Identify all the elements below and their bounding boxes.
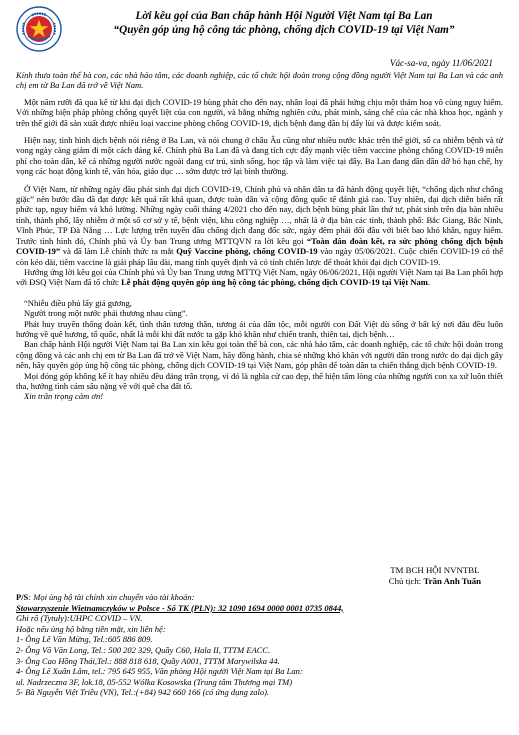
ps-label: P/S: [16, 592, 29, 602]
paragraph-1: Một năm rưỡi đã qua kể từ khi đại dịch COVID-19 bùng phát cho đến nay, nhân loại đã phải hứng chịu một thảm hoạ vô cùng nguy hiểm. Với những biện pháp phòng chống quyết liệt của con người, và bằng những nghiên cứu, phát minh, sáng chế của các nhà khoa học, ngành y trên thế giới đã sản xuất được nhiều loại vaccine phòng chống COVID-19, dịch bệnh đang dần bị đẩy lùi và được kiểm soát.: [16, 96, 503, 128]
greeting: Kính thưa toàn thể bà con, các nhà hảo tâm, các doanh nghiệp, các tổ chức hội đoàn trong cộng đồng người Việt Nam tại Ba Lan và các anh chị em từ Ba Lan đã trở về Việt Nam.: [16, 70, 503, 91]
ps-intro: : Mọi ủng hộ tài chính xin chuyển vào tài khoản:: [28, 592, 195, 602]
paragraph-5: Phát huy truyền thống đoàn kết, tình thân tương thân, tương ái của dân tộc, mỗi người con Đất Việt dù sống ở bất kỳ nơi đâu đều luôn hướng về quê hương, tổ quốc, nhất là mỗi khi đất nước ta gặp khó khăn như chiến tranh, thiên tai, dịch bệnh…: [16, 318, 503, 339]
contact-address: ul. Nadrzeczna 3F, lok.18, 05-552 Wólka Kosowska (Trung tâm Thương mại TM): [16, 676, 293, 687]
association-seal-icon: [16, 6, 62, 52]
ps-intro-line: [16, 592, 506, 603]
contact-2: 2- Ông Võ Văn Long, Tel.: 500 202 329, Quầy C60, Hala II, TTTM EACC.: [16, 644, 271, 655]
quote-line-1: “Nhiễu điều phủ lấy giá gương,: [24, 297, 132, 308]
contact-1: 1- Ông Lê Văn Mừng, Tel.:605 886 809.: [16, 634, 153, 645]
paragraph-3-slogan: “Toàn dân đoàn kết, ra sức phòng chống dịch bệnh COVID-19”: [16, 235, 503, 257]
paragraph-4: [16, 267, 503, 288]
paragraph-3-text-2: và đã làm Lễ chính thức ra mắt: [60, 246, 177, 257]
paragraph-3-text: Ở Việt Nam, từ những ngày đầu phát sinh đại dịch COVID-19, Chính phủ và nhân dân ta đã hành động quyết liệt, “chống dịch như chống giặc” nên bước đầu đã đạt được kết quả rất khả quan, được toàn dân và cộng đồng quốc tế đánh giá cao. Tuy nhiên, đại dịch diễn biến rất phức tạp, nguy hiểm và khó lường. Những ngày cuối tháng 4/2021 cho đến nay, dịch bệnh bùng phát lần thứ tư, phát sinh trên địa bàn nhiều tỉnh, thành phố, lây nhiễm ở một số cơ sở y tế, bệnh viện, khu công nghiệp …, nhất là ở địa bàn các tỉnh, thành phố: Bắc Giang, Bắc Ninh, Vĩnh Phúc, TP Đà Nẵng … Lực lượng trên tuyến đầu chống dịch đang đốc sức, ngày đêm phải đối đầu với biết bao khó khăn, nguy hiểm. Trước tình hình đó, Chính phủ và Ủy ban Trung ương MTTQVN ra lời kêu gọi: [16, 183, 503, 246]
dateline: Vác-sa-va, ngày 11/06/2021: [389, 58, 493, 68]
paragraph-4-text: Hưởng ứng lời kêu gọi của Chính phủ và Ủy ban Trung ương MTTQ Việt Nam, ngày 06/06/2021, Hội người Việt Nam tại Ba Lan phối hợp với ĐSQ Việt Nam đã tổ chức: [16, 266, 503, 288]
thanks-line: Xin trân trọng cảm ơn!: [24, 391, 104, 402]
paragraph-6: Ban chấp hành Hội người Việt Nam tại Ba Lan xin kêu gọi toàn thể bà con, các nhà hảo tâm, các doanh nghiệp, các tổ chức hội đoàn trong cộng đồng và các anh chị em từ Ba Lan đã trở về Việt Nam, hãy đồng hành, chia sẻ những khó khăn với người dân trong nước do đại dịch gây nên, hãy quyên góp ủng hộ công tác phòng, chống dịch COVID-19 tại Việt Nam, góp phần để toàn dân ta chiến thắng dịch bệnh COVID-19.: [16, 339, 503, 371]
paragraph-3-fund: Quỹ Vaccine phòng, chống COVID-19: [176, 246, 318, 257]
letter-subtitle: “Quyên góp ủng hộ công tác phòng, chống dịch COVID-19 tại Việt Nam”: [113, 24, 455, 36]
contact-4: 4- Ông Lê Xuân Lâm, tel.: 795 645 955, Văn phòng Hội người Việt Nam tại Ba Lan:: [16, 666, 303, 677]
paragraph-3-text-3: vào ngày 05/06/2021. Cuộc chiến COVID-19 có thể còn kéo dài, tiêm vaccine là giải pháp lâu dài, mang tính quyết định và có tính chiến lược để thoát khỏi đại dịch COVID-19.: [16, 246, 503, 267]
contact-5: 5- Bà Nguyễn Việt Triều (VN), Tel.:(+84) 942 660 166 (có ứng dụng zalo).: [16, 687, 270, 698]
transfer-note: Ghi rõ (Tytuły):UHPC COVID – VN.: [16, 613, 143, 624]
ps-section: [16, 592, 506, 698]
chair-name: Trần Anh Tuấn: [423, 576, 481, 586]
signature-block: [389, 565, 481, 587]
paragraph-2: Hiện nay, tình hình dịch bệnh nói riêng ở Ba Lan, và nói chung ở châu Âu cũng như nhiều nước khác trên thế giới, số ca nhiễm bệnh và tử vong ngày càng giảm đi một cách đáng kể. Chính phủ Ba Lan đã và đang tích cực đẩy mạnh việc tiêm vaccine phòng chống COVID-19 miễn phí cho toàn dân, kể cả những người nước ngoài đang cư trú, sinh sống, học tập và làm việc tại đây. Ba Lan đang dần dần dỡ bỏ hạn chế, hy vọng các hoạt động kinh tế, văn hóa, giáo dục … sớm được trở lại bình thường.: [16, 135, 503, 177]
paragraph-4-end: .: [427, 277, 431, 288]
paragraph-4-event: Lễ phát động quyên góp ủng hộ công tác phòng, chống dịch COVID-19 tại Việt Nam: [121, 277, 428, 288]
letter-body: [16, 70, 503, 402]
chair-label: Chủ tịch:: [388, 576, 424, 586]
letter-title: Lời kêu gọi của Ban chấp hành Hội Người Việt Nam tại Ba Lan: [135, 10, 433, 22]
quote-line-2: Người trong một nước phải thương nhau cùng”.: [24, 308, 188, 319]
signature-org: TM BCH HỘI NVNTBL: [390, 565, 480, 575]
paragraph-7: Mọi đóng góp không kể ít hay nhiều đều đáng trân trọng, vì đó là nghĩa cử cao đẹp, thể hiện tấm lòng của những người con xa xứ luôn thiết tha, hướng tình cảm sâu nặng về với quê cha đất tổ.: [16, 370, 503, 391]
paragraph-3: [16, 184, 503, 267]
cash-alt: Hoặc nếu ủng hộ bằng tiền mặt, xin liên hệ:: [16, 623, 166, 634]
contact-3: 3- Ông Cao Hồng Thái,Tel.: 888 818 618, Quầy A001, TTTM Marywilska 44.: [16, 655, 280, 666]
bank-account: Stowarzyszenie Wietnamczyków w Polsce - Số TK (PLN): 32 1090 1694 0000 0001 0735 0844,: [16, 602, 344, 613]
signature-chair: [389, 576, 481, 587]
